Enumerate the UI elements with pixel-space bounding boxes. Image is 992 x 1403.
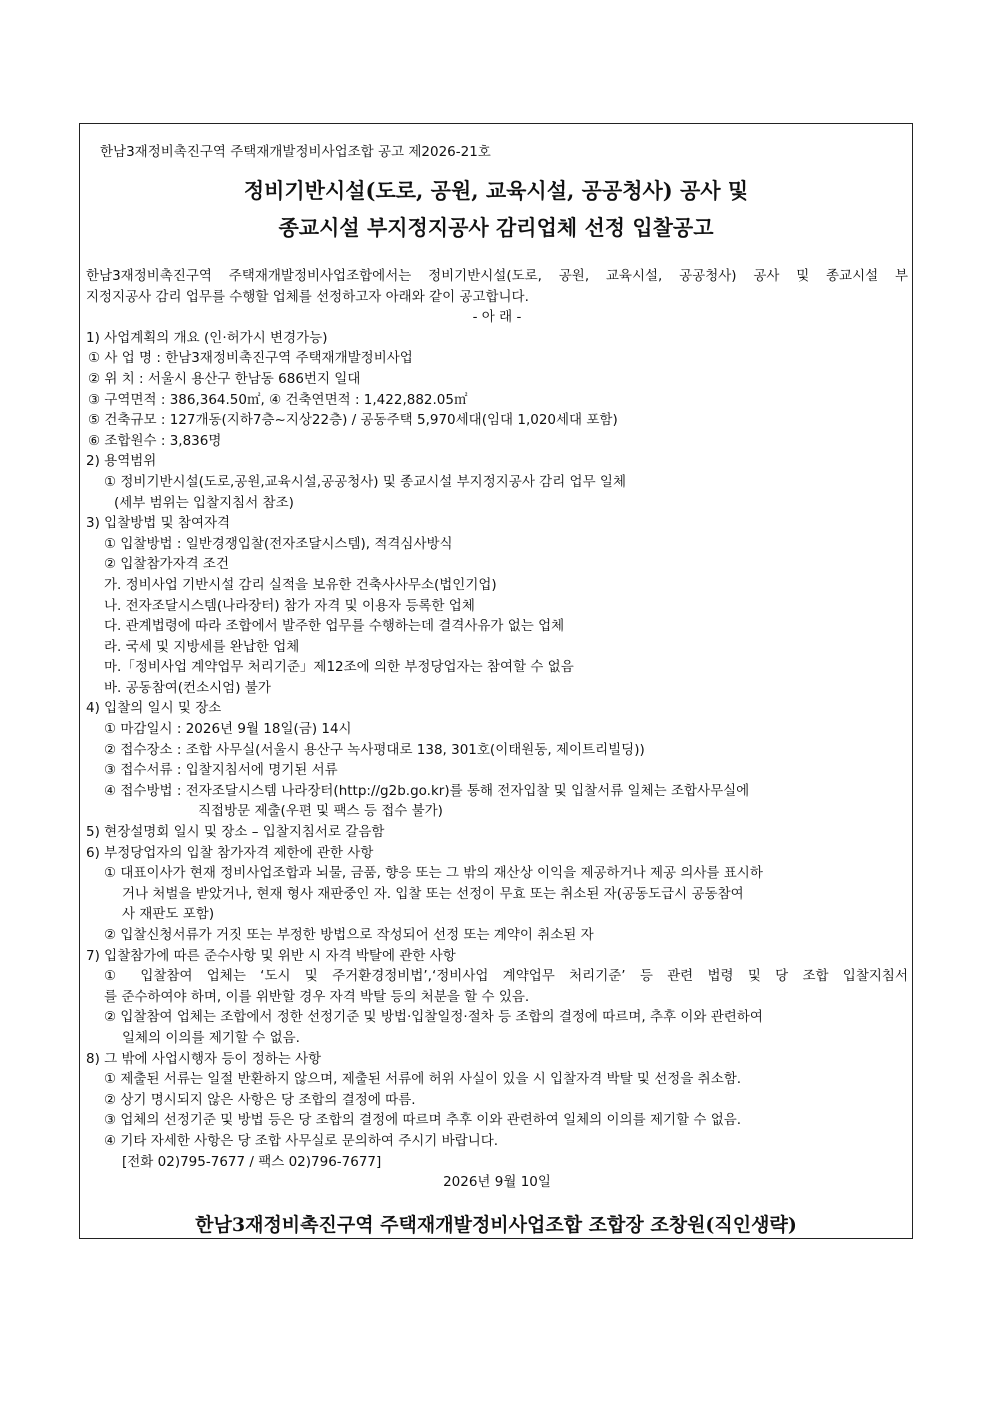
list-item: ① 사 업 명 : 한남3재정비촉진구역 주택재개발정비사업 — [88, 350, 413, 367]
list-item: ④ 접수방법 : 전자조달시스템 나라장터(http://g2b.go.kr)를 통해 전자입찰 및 입찰서류 일체는 조합사무실에 — [104, 782, 750, 799]
signer-line: 한남3재정비촉진구역 주택재개발정비사업조합 조합장 조창원(직인생략) — [195, 1214, 797, 1236]
section-heading: 8) 그 밖에 사업시행자 등이 정하는 사항 — [86, 1050, 322, 1067]
page-title-line1: 정비기반시설(도로, 공원, 교육시설, 공공청사) 공사 및 — [243, 178, 749, 203]
list-item: ② 입찰참가자격 조건 — [104, 556, 230, 573]
section-heading: 4) 입찰의 일시 및 장소 — [86, 700, 222, 717]
list-item: ② 접수장소 : 조합 사무실(서울시 용산구 녹사평대로 138, 301호(이태원동, 제이트리빌딩)) — [104, 741, 645, 758]
list-item: ④ 기타 자세한 사항은 당 조합 사무실로 문의하여 주시기 바랍니다. — [104, 1132, 499, 1149]
intro-line: 지정지공사 감리 업무를 수행할 업체를 선정하고자 아래와 같이 공고합니다. — [86, 288, 529, 305]
list-item: ① 대표이사가 현재 정비사업조합과 뇌물, 금품, 향응 또는 그 밖의 재산상 이익을 제공하거나 제공 의사를 표시하 — [104, 865, 763, 882]
list-item: ③ 구역면적 : 386,364.50㎡, ④ 건축연면적 : 1,422,882.05㎡ — [88, 391, 468, 408]
intro-line: 한남3재정비촉진구역 주택재개발정비사업조합에서는 정비기반시설(도로, 공원, 교육시설, 공공청사) 공사 및 종교시설 부 — [86, 268, 908, 284]
list-item-continuation: 일체의 이의를 제기할 수 없음. — [122, 1029, 300, 1046]
page-title-line2: 종교시설 부지정지공사 감리업체 선정 입찰공고 — [278, 215, 714, 240]
sub-item: 나. 전자조달시스템(나라장터) 참가 자격 및 이용자 등록한 업체 — [104, 597, 475, 614]
list-item-continuation: 를 준수하여야 하며, 이를 위반할 경우 자격 박탈 등의 처분을 할 수 있음. — [104, 988, 530, 1005]
list-item: ① 정비기반시설(도로,공원,교육시설,공공청사) 및 종교시설 부지정지공사 감리 업무 일체 — [104, 473, 626, 490]
list-item: ① 마감일시 : 2026년 9월 18일(금) 14시 — [104, 721, 352, 738]
section-heading: 2) 용역범위 — [86, 453, 157, 470]
notice-body — [86, 266, 908, 1193]
sub-item: 마.「정비사업 계약업무 처리기준」제12조에 의한 부정당업자는 참여할 수 없음 — [104, 659, 574, 676]
list-item: ③ 접수서류 : 입찰지침서에 명기된 서류 — [104, 762, 338, 779]
list-item: ⑤ 건축규모 : 127개동(지하7층~지상22층) / 공동주택 5,970세대(임대 1,020세대 포함) — [88, 412, 618, 429]
list-item: ① 입찰방법 : 일반경쟁입찰(전자조달시스템), 적격심사방식 — [104, 535, 453, 552]
notice-number: 한남3재정비촉진구역 주택재개발정비사업조합 공고 제2026-21호 — [100, 144, 491, 160]
list-item: ⑥ 조합원수 : 3,836명 — [88, 432, 222, 449]
list-item-continuation: 거나 처벌을 받았거나, 현재 형사 재판중인 자. 입찰 또는 선정이 무효 또는 취소된 자(공동도급시 공동참여 — [122, 885, 744, 902]
list-item: ① 입찰참여 업체는 ‘도시 및 주거환경정비법’,‘정비사업 계약업무 처리기준’ 등 관련 법령 및 당 조합 입찰지침서 — [104, 968, 908, 985]
sub-item: 라. 국세 및 지방세를 완납한 업체 — [104, 638, 300, 655]
list-item: ② 입찰참여 업체는 조합에서 정한 선정기준 및 방법·입찰일정·절차 등 조합의 결정에 따르며, 추후 이와 관련하여 — [104, 1009, 763, 1026]
section-heading: 7) 입찰참가에 따른 준수사항 및 위반 시 자격 박탈에 관한 사항 — [86, 947, 456, 964]
list-item-continuation: (세부 범위는 입찰지침서 참조) — [114, 494, 294, 511]
list-item: ② 상기 명시되지 않은 사항은 당 조합의 결정에 따름. — [104, 1091, 416, 1108]
list-item-continuation: 사 재판도 포함) — [122, 906, 215, 923]
list-item: ① 제출된 서류는 일절 반환하지 않으며, 제출된 서류에 허위 사실이 있을 시 입찰자격 박탈 및 선정을 취소함. — [104, 1071, 742, 1088]
section-heading: 1) 사업계획의 개요 (인·허가시 변경가능) — [86, 329, 328, 346]
notice-date: 2026년 9월 10일 — [443, 1174, 551, 1191]
list-item: ② 입찰신청서류가 거짓 또는 부정한 방법으로 작성되어 선정 또는 계약이 취소된 자 — [104, 927, 594, 943]
section-heading: 5) 현장설명회 일시 및 장소 – 입찰지침서로 갈음함 — [86, 824, 385, 841]
section-heading: 6) 부정당업자의 입찰 참가자격 제한에 관한 사항 — [86, 844, 374, 861]
list-item: ③ 업체의 선정기준 및 방법 등은 당 조합의 결정에 따르며 추후 이와 관련하여 일체의 이의를 제기할 수 없음. — [104, 1112, 742, 1129]
sub-item: 다. 관계법령에 따라 조합에서 발주한 업무를 수행하는데 결격사유가 없는 업체 — [104, 618, 565, 635]
sub-item: 가. 정비사업 기반시설 감리 실적을 보유한 건축사사무소(법인기업) — [104, 576, 497, 593]
list-item-continuation: 직접방문 제출(우편 및 팩스 등 접수 불가) — [198, 803, 443, 820]
section-heading: 3) 입찰방법 및 참여자격 — [86, 515, 231, 532]
list-item: ② 위 치 : 서울시 용산구 한남동 686번지 일대 — [88, 370, 361, 387]
sub-item: 바. 공동참여(컨소시엄) 불가 — [104, 679, 271, 696]
below-marker: - 아 래 - — [472, 309, 522, 326]
contact-info: [전화 02)795-7677 / 팩스 02)796-7677] — [122, 1153, 382, 1170]
